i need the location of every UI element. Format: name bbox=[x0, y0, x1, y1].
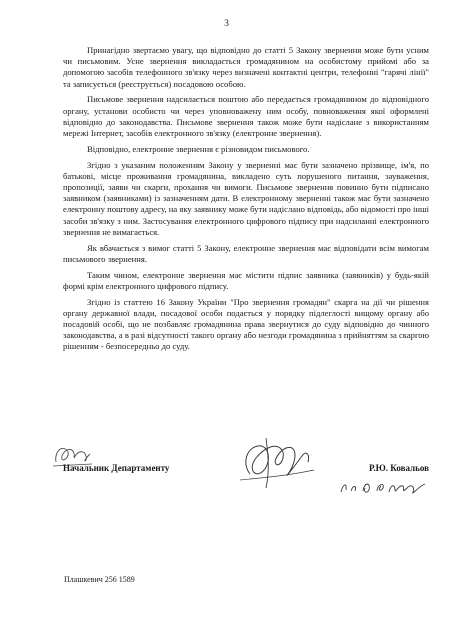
paragraph: Таким чином, електронне звернення має містити підпис заявника (заявників) у будь-якій формі крім електронного цифрового підпису. bbox=[63, 269, 429, 291]
letter-body bbox=[63, 45, 429, 357]
page-number: 3 bbox=[224, 19, 229, 29]
position-title: Начальник Департаменту bbox=[63, 463, 170, 473]
handwritten-signature bbox=[236, 434, 318, 492]
paragraph: Принагідно звертаємо увагу, що відповідно до статті 5 Закону звернення може бути усним чи письмовим. Усне звернення викладається громадянином на особистому прийомі або за допомогою засобів телефонного зв'язку через визначені контактні центри, телефонні "гарячі лінії" та записується (реєструється) посадовою особою. bbox=[63, 45, 429, 89]
paragraph: Згідно з указаним положенням Закону у зверненні має бути зазначено прізвище, ім'я, по батькові, місце проживання громадянина, викладено суть порушеного питання, зауваження, пропозиції, заяви чи скарги, прохання чи вимоги. Письмове звернення повинно бути підписано заявником (заявниками) із зазначенням дати. В електронному зверненні також має бути зазначено електронну поштову адресу, на яку заявнику може бути надіслано відповідь, або відомості про інші засоби зв'язку з ним. Застосування електронного цифрового підпису при надсиланні електронного звернення не вимагається. bbox=[63, 159, 429, 237]
handwritten-note-scribble bbox=[337, 476, 429, 498]
executor-contact: Плашкевич 256 1589 bbox=[64, 575, 135, 584]
paragraph: Як вбачається з вимог статті 5 Закону, електронне звернення має відповідати всім вимогам письмового звернення. bbox=[63, 242, 429, 264]
paragraph: Відповідно, електронне звернення є різновидом письмового. bbox=[87, 143, 310, 154]
paragraph: Згідно із статтею 16 Закону України "Про звернення громадян" скарга на дії чи рішення органу державної влади, посадової особи подається у порядку підлеглості вищому органу або посадовій особі, що не позбавляє громадянина права звернутися до суду відповідно до чинного законодавства, а в разі відсутності такого органу або незгоди громадянина з прийняттям за скаргою рішенням - безпосередньо до суду. bbox=[63, 296, 429, 352]
signer-name: Р.Ю. Ковальов bbox=[369, 463, 429, 473]
paragraph: Письмове звернення надсилається поштою або передається громадянином до відповідного органу, установи особисто чи через уповноважену ним особу, повноваження якої оформлені відповідно до законодавства. Письмове звернення також може бути надіслане з використанням мережі Інтернет, засобів електронного зв'язку (електронне звернення). bbox=[63, 94, 429, 139]
